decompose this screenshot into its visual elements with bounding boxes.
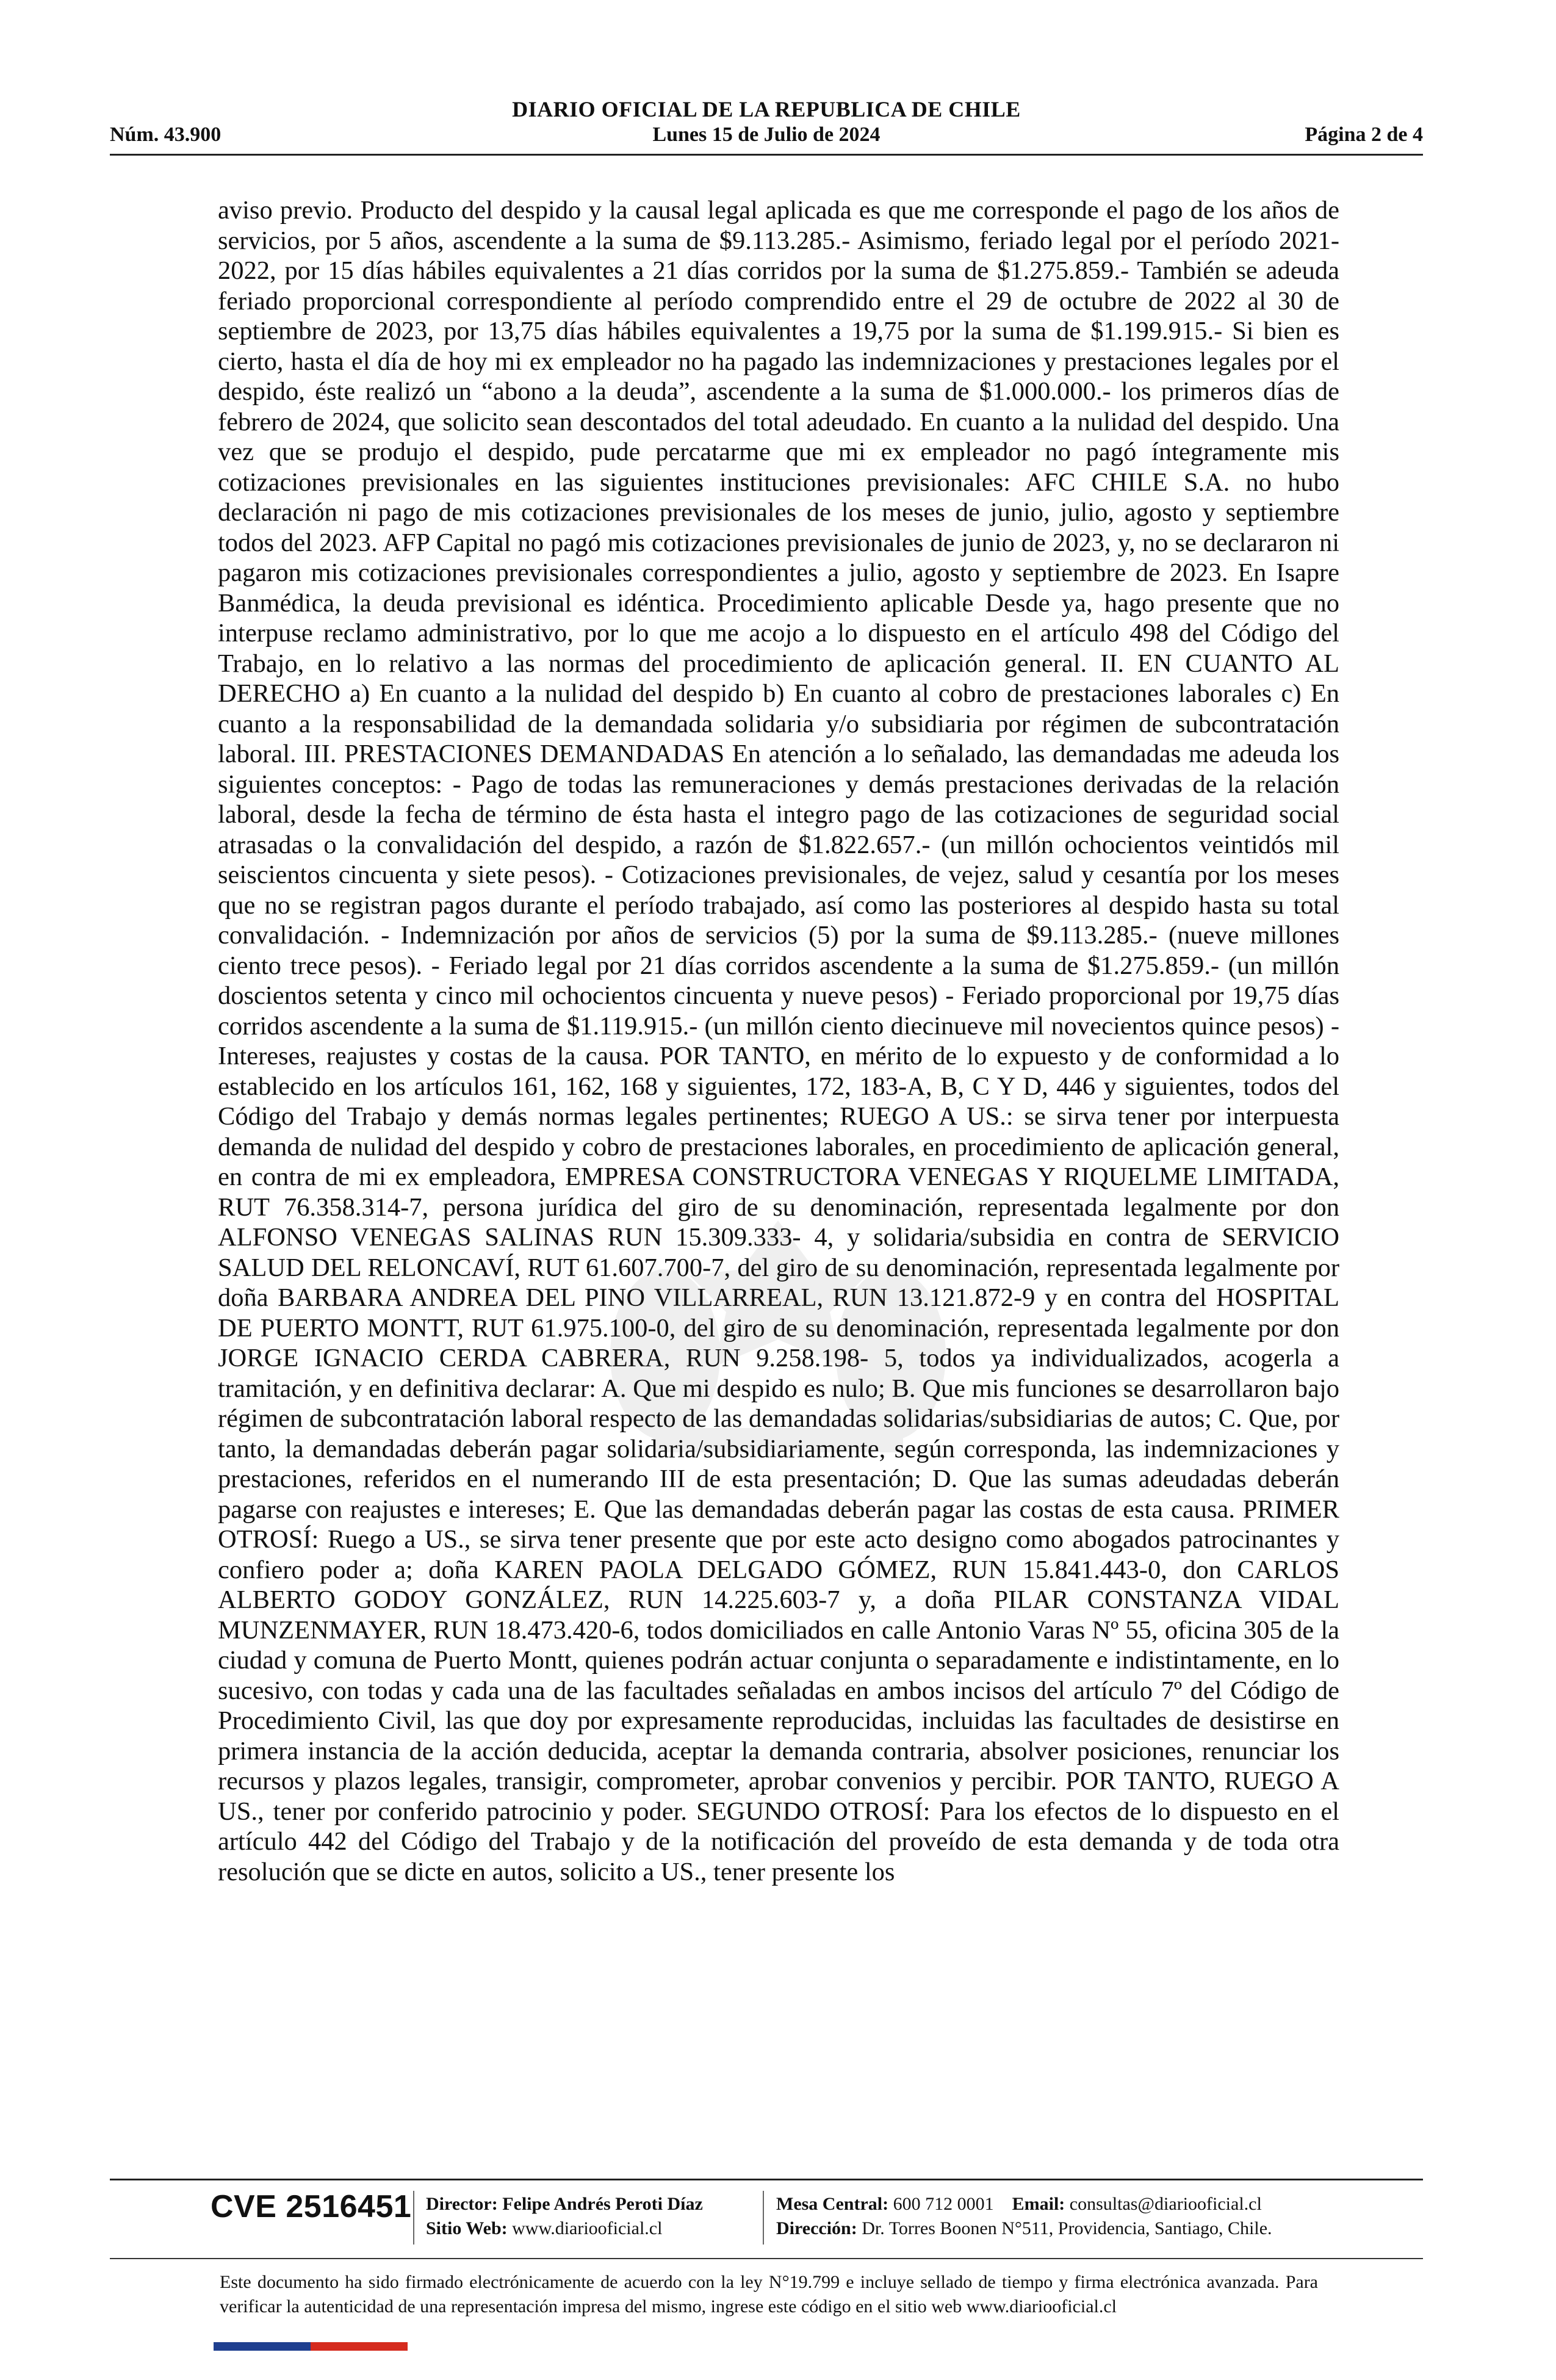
address-line xyxy=(776,2216,1272,2241)
email-link[interactable]: consultas@diariooficial.cl xyxy=(1069,2194,1262,2214)
footer-mid-divider xyxy=(110,2258,1423,2259)
phone-number: 600 712 0001 xyxy=(893,2194,994,2214)
phone-label: Mesa Central: xyxy=(776,2194,889,2214)
director-line xyxy=(426,2192,703,2216)
director-label: Director: xyxy=(426,2194,498,2214)
page-footer xyxy=(110,2179,1423,2374)
footer-separator xyxy=(763,2191,764,2245)
signature-note: Este documento ha sido firmado electrónicamente de acuerdo con la ley N°19.799 e incluye sellado de tiempo y firma electrónica avanzada. Para verificar la autenticidad de una representación impresa del mismo, ingrese este código en el sitio web www.diariooficial.cl xyxy=(220,2272,1318,2317)
header-divider xyxy=(110,154,1423,156)
website-label: Sitio Web: xyxy=(426,2218,508,2238)
page-header xyxy=(110,92,1423,153)
director-name: Felipe Andrés Peroti Díaz xyxy=(502,2194,703,2214)
footer-director-block xyxy=(426,2192,703,2241)
website-link[interactable]: www.diariooficial.cl xyxy=(512,2218,663,2238)
cve-code: CVE 2516451 xyxy=(211,2189,412,2224)
address-value: Dr. Torres Boonen N°511, Providencia, Santiago, Chile. xyxy=(862,2218,1272,2238)
contact-line xyxy=(776,2192,1272,2216)
flag-red-segment xyxy=(311,2342,408,2351)
flag-blue-segment xyxy=(214,2342,311,2351)
footer-top-divider xyxy=(110,2179,1423,2180)
document-body: aviso previo. Producto del despido y la causal legal aplicada es que me corresponde el pago de los años de servicios, por 5 años, ascendente a la suma de $9.113.285.- Asimismo, feriado legal por el período 2021-2022, por 15 días hábiles equivalentes a 21 días corridos por la suma de $1.275.859.- También se adeuda feriado proporcional correspondiente al período comprendido entre el 29 de octubre de 2022 al 30 de septiembre de 2023, por 13,75 días hábiles equivalentes a 19,75 por la suma de $1.199.915.- Si bien es cierto, hasta el día de hoy mi ex empleador no ha pagado las indemnizaciones y prestaciones legales por el despido, éste realizó un “abono a la deuda”, ascendente a la suma de $1.000.000.- los primeros días de febrero de 2024, que solicito sean descontados del total adeudado. En cuanto a la nulidad del despido. Una vez que se produjo el despido, pude percatarme que mi ex empleador no pagó íntegramente mis cotizaciones previsionales en las siguientes instituciones previsionales: AFC CHILE S.A. no hubo declaración ni pago de mis cotizaciones previsionales de los meses de junio, julio, agosto y septiembre todos del 2023. AFP Capital no pagó mis cotizaciones previsionales de junio de 2023, y, no se declararon ni pagaron mis cotizaciones previsionales correspondientes a julio, agosto y septiembre de 2023. En Isapre Banmédica, la deuda previsional es idéntica. Procedimiento aplicable Desde ya, hago presente que no interpuse reclamo administrativo, por lo que me acojo a lo dispuesto en el artículo 498 del Código del Trabajo, en lo relativo a las normas del procedimiento de aplicación general. II. EN CUANTO AL DERECHO a) En cuanto a la nulidad del despido b) En cuanto al cobro de prestaciones laborales c) En cuanto a la responsabilidad de la demandada solidaria y/o subsidiaria por régimen de subcontratación laboral. III. PRESTACIONES DEMANDADAS En atención a lo señalado, las demandadas me adeuda los siguientes conceptos: - Pago de todas las remuneraciones y demás prestaciones derivadas de la relación laboral, desde la fecha de término de ésta hasta el integro pago de las cotizaciones de seguridad social atrasadas o la convalidación del despido, a razón de $1.822.657.- (un millón ochocientos veintidós mil seiscientos cincuenta y siete pesos). - Cotizaciones previsionales, de vejez, salud y cesantía por los meses que no se registran pagos durante el período trabajado, así como las posteriores al despido hasta su total convalidación. - Indemnización por años de servicios (5) por la suma de $9.113.285.- (nueve millones ciento trece pesos). - Feriado legal por 21 días corridos ascendente a la suma de $1.275.859.- (un millón doscientos setenta y cinco mil ochocientos cincuenta y nueve pesos) - Feriado proporcional por 19,75 días corridos ascendente a la suma de $1.119.915.- (un millón ciento diecinueve mil novecientos quince pesos) - Intereses, reajustes y costas de la causa. POR TANTO, en mérito de lo expuesto y de conformidad a lo establecido en los artículos 161, 162, 168 y siguientes, 172, 183-A, B, C Y D, 446 y siguientes, todos del Código del Trabajo y demás normas legales pertinentes; RUEGO A US.: se sirva tener por interpuesta demanda de nulidad del despido y cobro de prestaciones laborales, en procedimiento de aplicación general, en contra de mi ex empleadora, EMPRESA CONSTRUCTORA VENEGAS Y RIQUELME LIMITADA, RUT 76.358.314-7, persona jurídica del giro de su denominación, representada legalmente por don ALFONSO VENEGAS SALINAS RUN 15.309.333- 4, y solidaria/subsidia en contra de SERVICIO SALUD DEL RELONCAVÍ, RUT 61.607.700-7, del giro de su denominación, representada legalmente por doña BARBARA ANDREA DEL PINO VILLARREAL, RUN 13.121.872-9 y en contra del HOSPITAL DE PUERTO MONTT, RUT 61.975.100-0, del giro de su denominación, representada legalmente por don JORGE IGNACIO CERDA CABRERA, RUN 9.258.198- 5, todos ya individualizados, acogerla a tramitación, y en definitiva declarar: A. Que mi despido es nulo; B. Que mis funciones se desarrollaron bajo régimen de subcontratación laboral respecto de las demandadas solidarias/subsidiarias de autos; C. Que, por tanto, la demandadas deberán pagar solidaria/subsidiariamente, según corresponda, las indemnizaciones y prestaciones, referidos en el numerando III de esta presentación; D. Que las sumas adeudadas deberán pagarse con reajustes e intereses; E. Que las demandadas deberán pagar las costas de esta causa. PRIMER OTROSÍ: Ruego a US., se sirva tener presente que por este acto designo como abogados patrocinantes y confiero poder a; doña KAREN PAOLA DELGADO GÓMEZ, RUN 15.841.443-0, don CARLOS ALBERTO GODOY GONZÁLEZ, RUN 14.225.603-7 y, a doña PILAR CONSTANZA VIDAL MUNZENMAYER, RUN 18.473.420-6, todos domiciliados en calle Antonio Varas Nº 55, oficina 305 de la ciudad y comuna de Puerto Montt, quienes podrán actuar conjunta o separadamente e indistintamente, en lo sucesivo, con todas y cada una de las facultades señaladas en ambos incisos del artículo 7º del Código de Procedimiento Civil, las que doy por expresamente reproducidas, incluidas las facultades de desistirse en primera instancia de la acción deducida, aceptar la demanda contraria, absolver posiciones, renunciar los recursos y plazos legales, transigir, comprometer, aprobar convenios y percibir. POR TANTO, RUEGO A US., tener por conferido patrocinio y poder. SEGUNDO OTROSÍ: Para los efectos de lo dispuesto en el artículo 442 del Código del Trabajo y de la notificación del proveído de esta demanda y de toda otra resolución que se dicte en autos, solicito a US., tener presente los xyxy=(218,196,1339,1886)
publication-title: DIARIO OFICIAL DE LA REPUBLICA DE CHILE xyxy=(512,97,1021,121)
address-label: Dirección: xyxy=(776,2218,857,2238)
footer-contact-block xyxy=(776,2192,1272,2241)
page-indicator: Página 2 de 4 xyxy=(1305,123,1423,146)
website-line xyxy=(426,2216,703,2241)
email-label: Email: xyxy=(1012,2194,1065,2214)
issue-date: Lunes 15 de Julio de 2024 xyxy=(652,123,881,146)
flag-color-bar xyxy=(214,2342,408,2351)
footer-separator xyxy=(413,2191,414,2245)
issue-number: Núm. 43.900 xyxy=(110,123,222,146)
